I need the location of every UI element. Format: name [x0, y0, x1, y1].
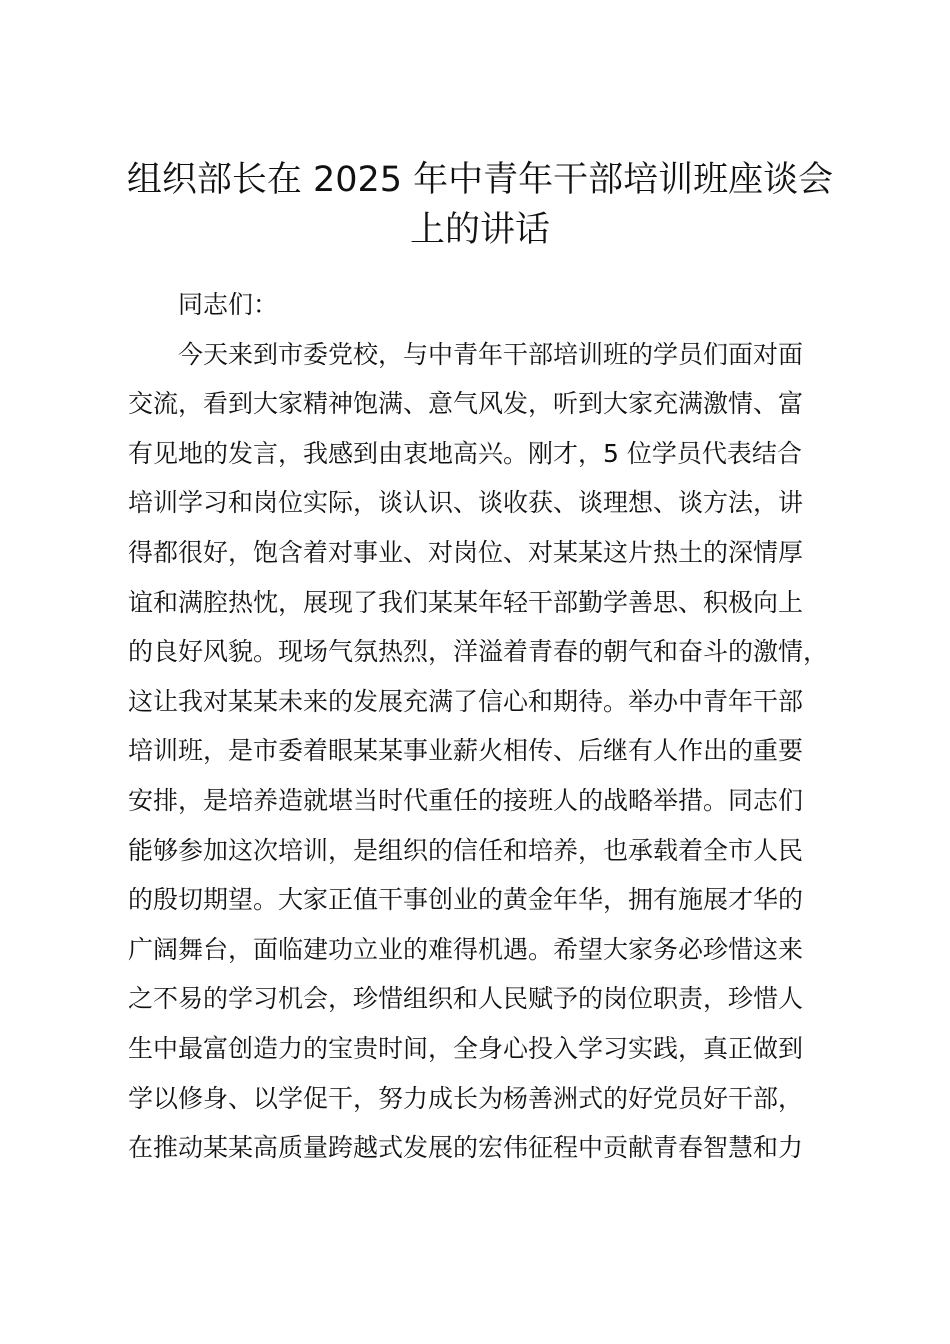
- title-line-2: 上的讲话: [409, 210, 550, 250]
- paragraph-line: 生中最富创造力的宝贵时间，全身心投入学习实践，真正做到: [128, 1033, 804, 1063]
- document-body: [128, 280, 838, 1173]
- paragraph-line: 谊和满腔热忱，展现了我们某某年轻干部勤学善思、积极向上: [128, 587, 804, 617]
- paragraph-line: 安排，是培养造就堪当时代重任的接班人的战略举措。同志们: [128, 785, 804, 815]
- paragraph-line: 培训学习和岗位实际，谈认识、谈收获、谈理想、谈方法，讲: [128, 488, 804, 518]
- title-line-1: 组织部长在 2025 年中青年干部培训班座谈会: [126, 160, 834, 200]
- paragraph-line: 这让我对某某未来的发展充满了信心和期待。举办中青年干部: [128, 686, 804, 716]
- paragraph-line: 有见地的发言，我感到由衷地高兴。刚才，5 位学员代表结合: [128, 438, 802, 468]
- paragraph-line: 今天来到市委党校，与中青年干部培训班的学员们面对面: [178, 339, 804, 369]
- paragraph-line: 培训班，是市委着眼某某事业薪火相传、后继有人作出的重要: [128, 736, 804, 766]
- paragraph-line: 在推动某某高质量跨越式发展的宏伟征程中贡献青春智慧和力: [128, 1133, 804, 1163]
- paragraph-line: 能够参加这次培训，是组织的信任和培养，也承载着全市人民: [128, 835, 804, 865]
- paragraph-line: 交流，看到大家精神饱满、意气风发，听到大家充满激情、富: [128, 389, 804, 419]
- salutation: 同志们：: [178, 290, 279, 319]
- paragraph-line: 的殷切期望。大家正值干事创业的黄金年华，拥有施展才华的: [128, 885, 804, 915]
- paragraph-line: 之不易的学习机会，珍惜组织和人民赋予的岗位职责，珍惜人: [128, 984, 804, 1014]
- paragraph-line: 的良好风貌。现场气氛热烈，洋溢着青春的朝气和奋斗的激情，: [128, 637, 829, 667]
- paragraph-line: 学以修身、以学促干，努力成长为杨善洲式的好党员好干部，: [128, 1083, 804, 1113]
- paragraph-line: 广阔舞台，面临建功立业的难得机遇。希望大家务必珍惜这来: [128, 934, 804, 964]
- document-title: [110, 155, 850, 255]
- paragraph-line: 得都很好，饱含着对事业、对岗位、对某某这片热土的深情厚: [128, 537, 804, 567]
